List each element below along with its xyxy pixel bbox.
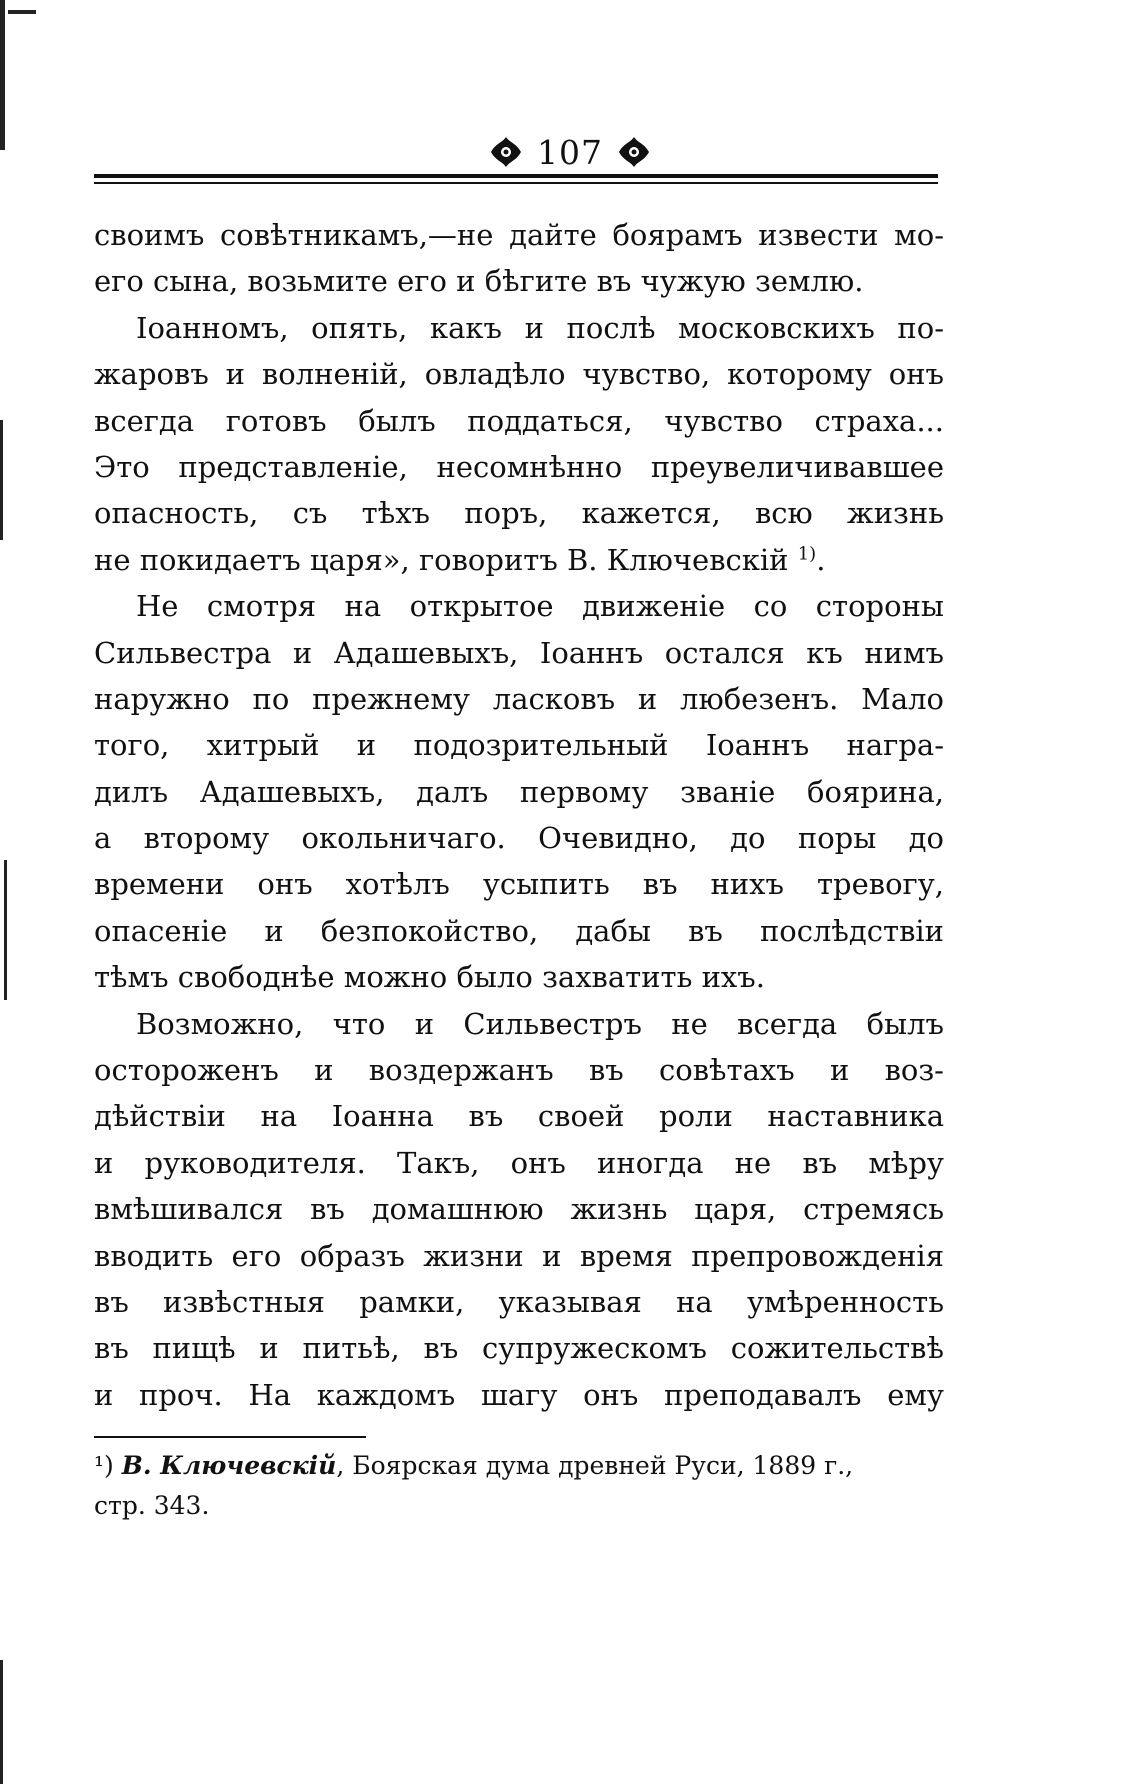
text-line: и руководителя. Такъ, онъ иногда не въ мѣру	[94, 1145, 944, 1180]
fleuron-icon	[617, 135, 651, 169]
footnote-line	[94, 1446, 940, 1486]
footnote-marker: ¹)	[94, 1451, 114, 1480]
fleuron-icon	[489, 135, 523, 169]
text-line: Не смотря на открытое движеніе со стороны	[136, 589, 944, 624]
header-rule	[94, 174, 938, 178]
text-line: вмѣшивался въ домашнюю жизнь царя, стремясь	[94, 1192, 944, 1227]
footnote-text: , Боярская дума древней Руси, 1889 г.,	[336, 1451, 854, 1480]
text-line-with-footnote	[94, 537, 944, 583]
running-header	[0, 128, 1140, 176]
text-line: вводить его образъ жизни и время препровожденія	[94, 1238, 944, 1273]
body-text	[94, 212, 944, 1418]
text-line: а второму окольничаго. Очевидно, до поры до	[94, 821, 944, 856]
text-line: жаровъ и волненій, овладѣло чувство, которому онъ	[94, 357, 944, 392]
text-line: Возможно, что и Сильвестръ не всегда былъ	[136, 1006, 944, 1041]
text-line: Это представленіе, несомнѣнно преувеличивавшее	[94, 449, 944, 484]
footnote	[94, 1446, 940, 1526]
text-line: всегда готовъ былъ поддаться, чувство страха...	[94, 403, 944, 438]
text-line: дилъ Адашевыхъ, далъ первому званіе боярина,	[94, 774, 944, 809]
text-line: дѣйствіи на Іоанна въ своей роли наставника	[94, 1099, 944, 1134]
text-line: въ пищѣ и питьѣ, въ супружескомъ сожительствѣ	[94, 1331, 944, 1366]
text-line: опасеніе и безпокойство, дабы въ послѣдствіи	[94, 913, 944, 948]
text-line: Сильвестра и Адашевыхъ, Іоаннъ остался къ нимъ	[94, 635, 944, 670]
footnote-line: стр. 343.	[94, 1491, 210, 1520]
page-number: 107	[537, 132, 603, 172]
header-rule-thin	[94, 182, 938, 184]
text-line: наружно по прежнему ласковъ и любезенъ. Мало	[94, 681, 944, 716]
text-line: тѣмъ свободнѣе можно было захватить ихъ.	[94, 960, 765, 995]
text-line: въ извѣстныя рамки, указывая на умѣренность	[94, 1284, 944, 1319]
footnote-rule	[94, 1436, 366, 1438]
text-line: того, хитрый и подозрительный Іоаннъ награ-	[94, 728, 944, 763]
text-line: и проч. На каждомъ шагу онъ преподавалъ ему	[94, 1377, 944, 1412]
text-line: не покидаетъ царя», говоритъ В. Ключевскій	[94, 542, 789, 577]
footnote-author: В. Ключевскій	[121, 1451, 337, 1480]
text-line: опасность, съ тѣхъ поръ, кажется, всю жизнь	[94, 496, 944, 531]
scan-edge	[0, 0, 6, 1784]
text-line: осторожeнъ и воздержанъ въ совѣтахъ и воз-	[94, 1053, 944, 1088]
text-line: своимъ совѣтникамъ,—не дайте боярамъ извести мо-	[94, 218, 944, 252]
footnote-reference: 1)	[797, 543, 817, 565]
text-line: его сына, возьмите его и бѣгите въ чужую землю.	[94, 264, 864, 299]
text-line: времени онъ хотѣлъ усыпить въ нихъ тревогу,	[94, 867, 944, 902]
footnote-reference-tail: .	[816, 542, 826, 577]
text-line: Іоанномъ, опять, какъ и послѣ московскихъ по-	[136, 310, 944, 345]
